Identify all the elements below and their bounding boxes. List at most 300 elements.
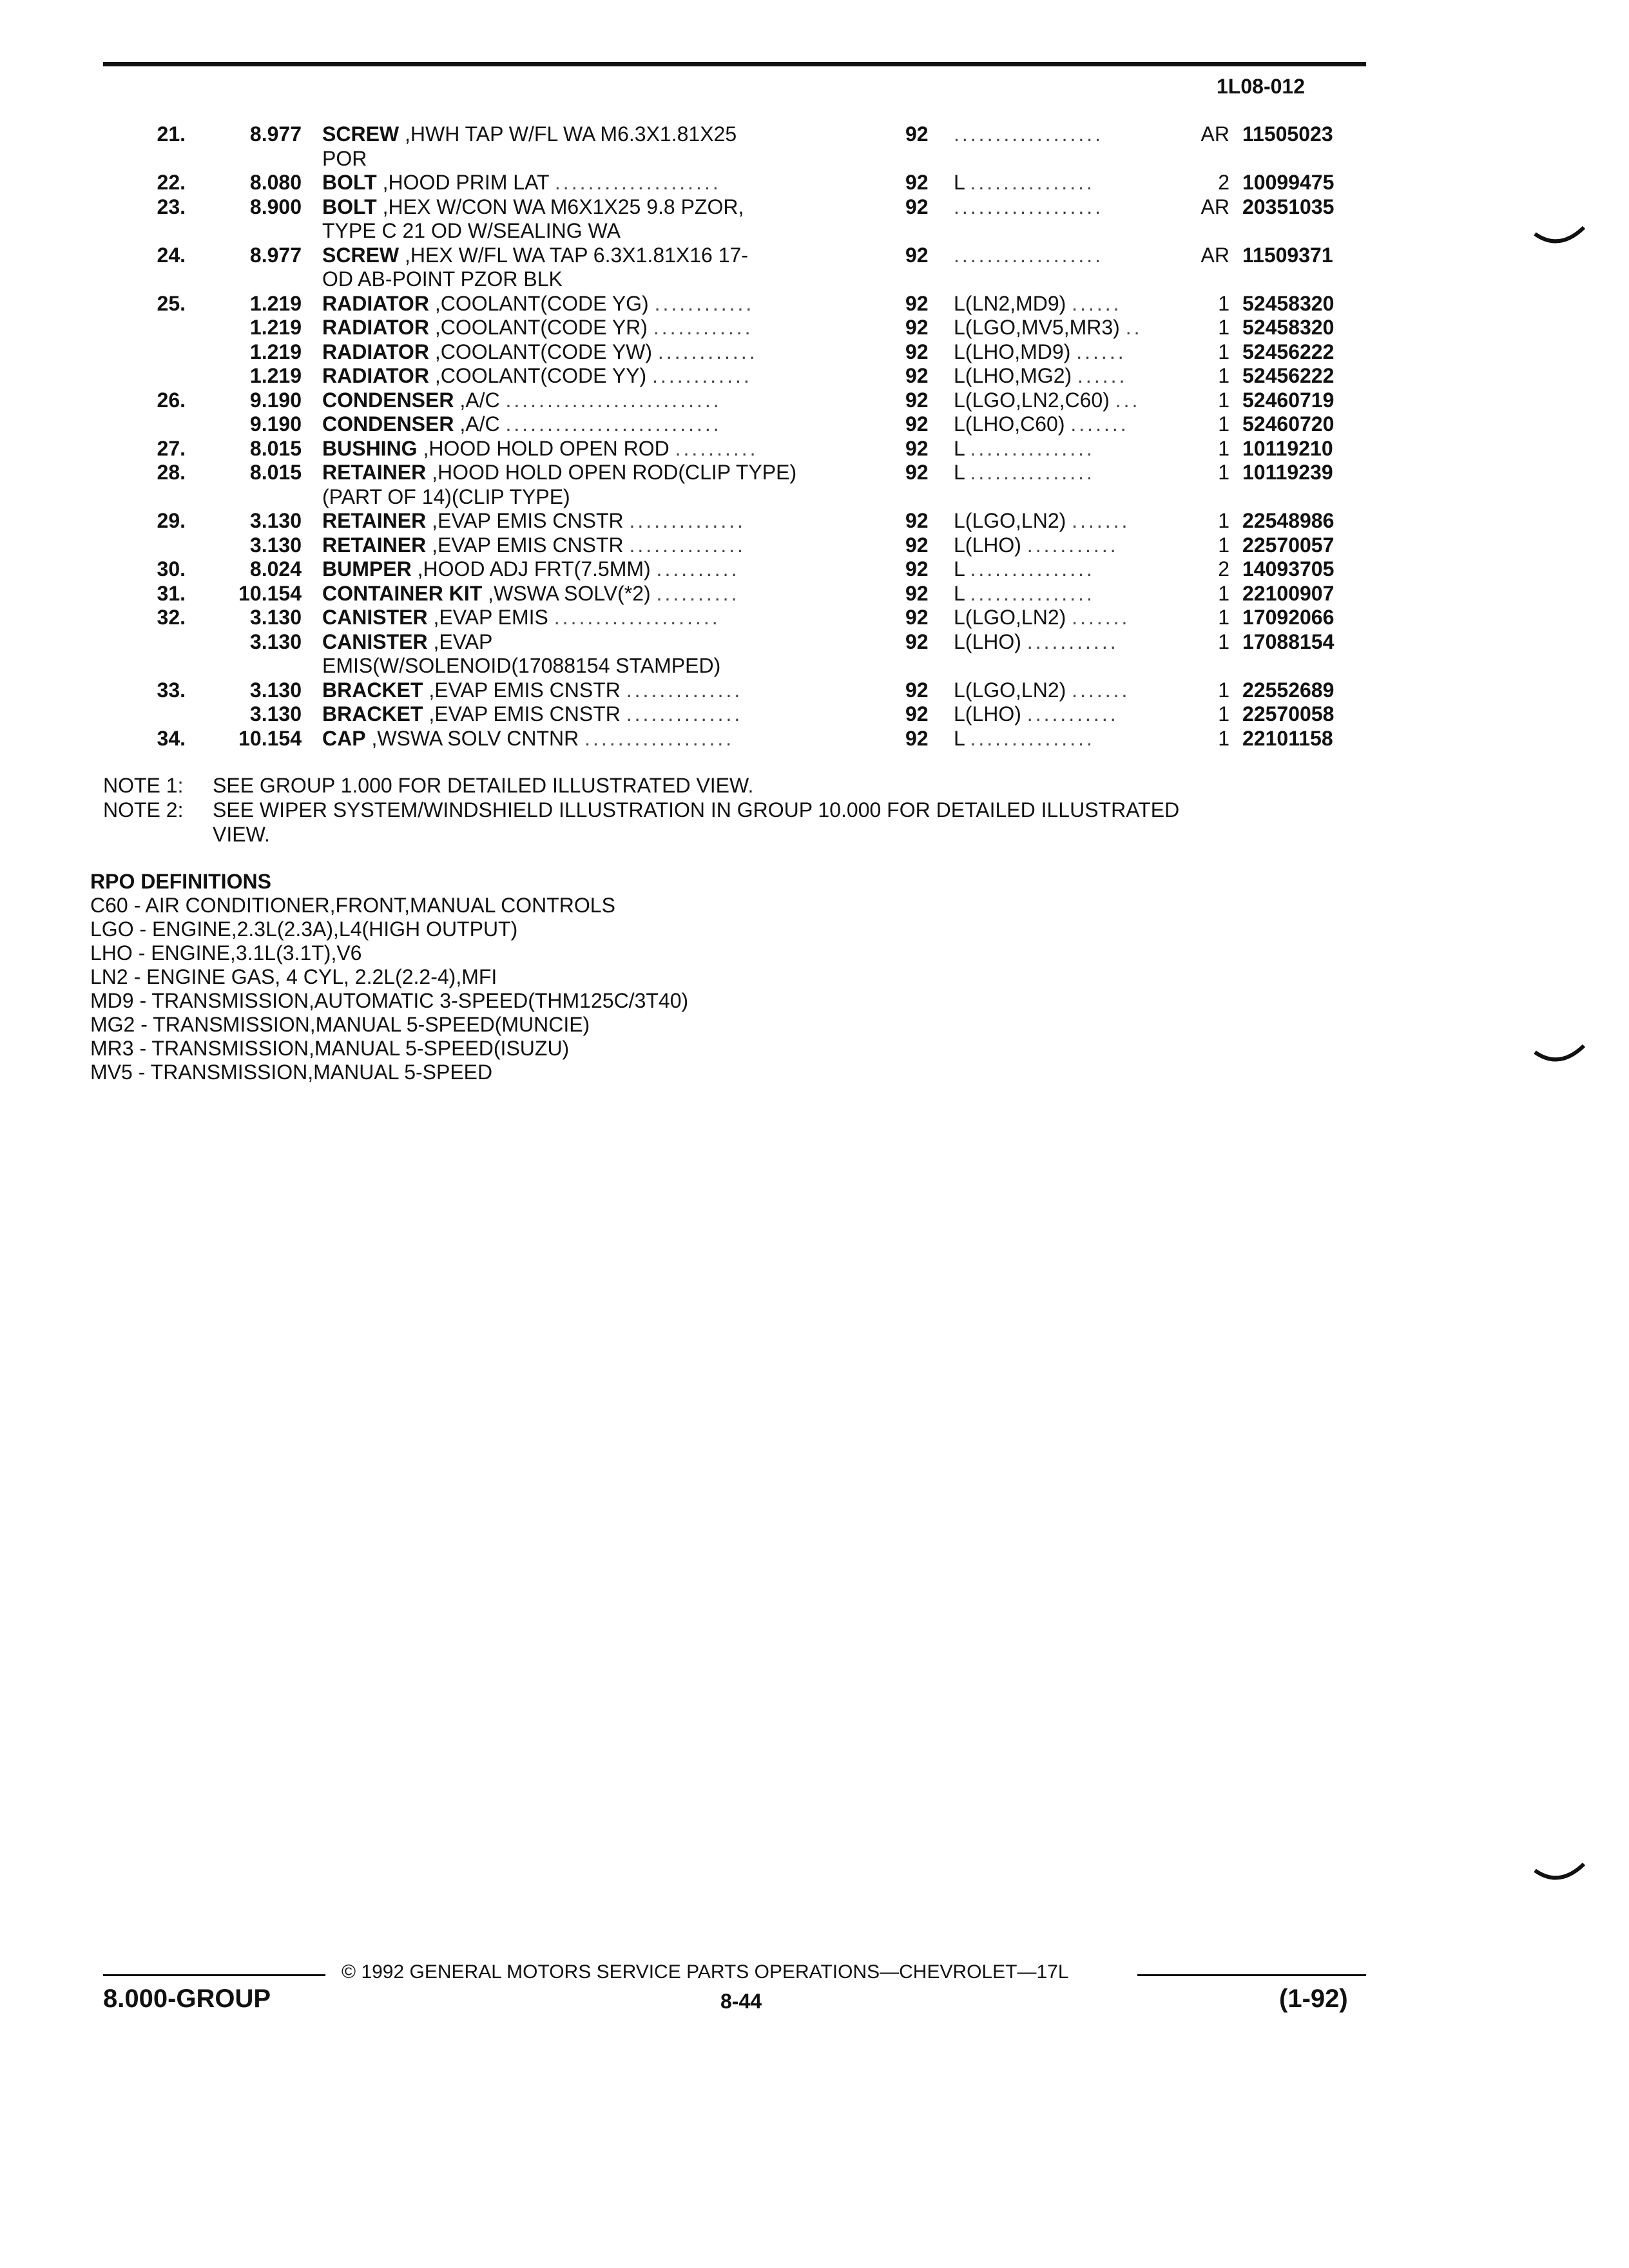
usage-text: L (954, 557, 970, 581)
quantity: 1 (1218, 316, 1229, 339)
usage (954, 461, 1173, 485)
rpo-item: LHO - ENGINE,3.1L(3.1T),V6 (90, 941, 362, 965)
group-number: 1.219 (249, 364, 302, 387)
group-number: 8.015 (249, 461, 302, 484)
part-name: BOLT (322, 195, 377, 218)
part-description (322, 292, 851, 316)
parts-row (0, 678, 1629, 703)
quantity: 2 (1218, 171, 1229, 194)
usage-leader-dots: ........... (1027, 533, 1119, 557)
parts-row (0, 461, 1629, 485)
model-year: 92 (905, 726, 929, 750)
part-desc-text: ,WSWA SOLV CNTNR (365, 726, 585, 750)
usage-text: L(LGO,LN2) (954, 509, 1072, 532)
item-number: 21. (157, 122, 186, 146)
item-number: 27. (157, 436, 186, 460)
usage-text: L(LGO,LN2,C60) (954, 388, 1115, 412)
quantity: AR (1200, 243, 1229, 267)
quantity: 1 (1218, 702, 1229, 726)
part-description (322, 606, 851, 630)
part-name: BRACKET (322, 702, 423, 726)
part-number: 10119210 (1242, 436, 1333, 460)
parts-row (0, 389, 1629, 413)
part-description (322, 557, 851, 582)
part-desc-text: EMIS(W/SOLENOID(17088154 STAMPED) (322, 654, 721, 677)
part-desc-text: ,WSWA SOLV(*2) (482, 581, 657, 605)
leader-dots: ............ (652, 364, 752, 387)
usage (954, 630, 1173, 655)
parts-row (0, 122, 1629, 147)
parts-row (0, 267, 1629, 292)
usage-leader-dots: ....... (1070, 412, 1129, 436)
usage-leader-dots: .................. (954, 243, 1104, 267)
part-number: 11509371 (1242, 243, 1333, 267)
part-name: BOLT (322, 171, 377, 194)
leader-dots: ............ (654, 291, 755, 315)
rpo-title: RPO DEFINITIONS (90, 870, 271, 893)
model-year: 92 (905, 195, 929, 218)
quantity: 1 (1218, 509, 1229, 532)
usage-leader-dots: ...... (1076, 340, 1126, 363)
usage-leader-dots: .................. (954, 195, 1104, 218)
usage-text: L(LHO) (954, 702, 1027, 726)
usage-text: L (954, 726, 970, 750)
punch-mark (1534, 1041, 1585, 1066)
part-name: BUSHING (322, 436, 418, 460)
part-description (322, 654, 851, 678)
leader-dots: .......... (656, 581, 740, 605)
usage (954, 244, 1173, 268)
usage-text: L (954, 171, 970, 194)
part-number: 10119239 (1242, 461, 1333, 484)
part-desc-text: ,COOLANT(CODE YY) (429, 364, 653, 387)
part-name: RETAINER (322, 533, 427, 557)
footer-rule-left (103, 1974, 325, 1976)
usage-text: L (954, 461, 970, 484)
page-id: 1L08-012 (1217, 75, 1305, 98)
usage-leader-dots: ....... (1072, 509, 1130, 532)
parts-row (0, 195, 1629, 220)
part-description (322, 171, 851, 195)
part-name: RADIATOR (322, 316, 429, 339)
usage-text: L (954, 581, 970, 605)
part-desc-text: ,HOOD PRIM LAT (376, 171, 555, 194)
leader-dots: .................. (584, 726, 735, 750)
group-number: 3.130 (249, 606, 302, 629)
part-description (322, 316, 851, 340)
model-year: 92 (905, 122, 929, 146)
parts-row (0, 582, 1629, 606)
usage (954, 582, 1173, 606)
group-number: 8.977 (249, 122, 302, 146)
part-number: 52460719 (1242, 388, 1335, 412)
model-year: 92 (905, 678, 929, 702)
leader-dots: .......................... (505, 388, 722, 412)
group-number: 3.130 (249, 533, 302, 557)
part-desc-text: ,A/C (454, 388, 506, 412)
parts-row (0, 557, 1629, 582)
usage-leader-dots: ............... (970, 436, 1095, 460)
part-desc-text: (PART OF 14)(CLIP TYPE) (322, 485, 570, 508)
item-number: 30. (157, 557, 186, 581)
usage (954, 533, 1173, 558)
quantity: 2 (1218, 557, 1229, 581)
part-description (322, 437, 851, 461)
leader-dots: .............. (626, 702, 743, 726)
part-description (322, 509, 851, 533)
part-number: 20351035 (1242, 195, 1335, 218)
top-rule (103, 62, 1366, 66)
parts-row (0, 606, 1629, 630)
usage-leader-dots: ....... (1072, 606, 1130, 629)
usage-text: L(LGO,LN2) (954, 678, 1072, 702)
usage (954, 727, 1173, 751)
part-desc-text: ,HOOD ADJ FRT(7.5MM) (411, 557, 657, 581)
group-number: 8.024 (249, 557, 302, 581)
parts-row (0, 533, 1629, 558)
rpo-item: C60 - AIR CONDITIONER,FRONT,MANUAL CONTROLS (90, 894, 615, 917)
part-number: 10099475 (1242, 171, 1335, 194)
footer-copyright: © 1992 GENERAL MOTORS SERVICE PARTS OPERATIONS—CHEVROLET—17L (342, 1961, 1069, 1983)
usage (954, 122, 1173, 147)
part-description (322, 485, 851, 510)
part-name: CANISTER (322, 606, 428, 629)
usage-leader-dots: ... (1115, 388, 1141, 412)
group-number: 8.900 (249, 195, 302, 218)
quantity: 1 (1218, 388, 1229, 412)
quantity: 1 (1218, 678, 1229, 702)
quantity: 1 (1218, 412, 1229, 436)
part-desc-text: ,A/C (454, 412, 506, 436)
part-desc-text: ,COOLANT(CODE YG) (429, 291, 655, 315)
part-name: BUMPER (322, 557, 412, 581)
usage (954, 316, 1173, 340)
part-number: 17088154 (1242, 629, 1335, 653)
quantity: 1 (1218, 606, 1229, 629)
item-number: 23. (157, 195, 186, 218)
group-number: 10.154 (238, 581, 302, 605)
part-desc-text: ,COOLANT(CODE YW) (429, 340, 658, 363)
part-desc-text: ,EVAP EMIS CNSTR (426, 509, 630, 532)
part-description (322, 461, 851, 485)
quantity: 1 (1218, 629, 1229, 653)
part-number: 52456222 (1242, 364, 1335, 387)
parts-row (0, 340, 1629, 365)
group-number: 8.080 (249, 171, 302, 194)
part-number: 17092066 (1242, 606, 1335, 629)
part-desc-text: ,HWH TAP W/FL WA M6.3X1.81X25 (399, 122, 737, 146)
usage-leader-dots: .. (1125, 316, 1142, 339)
usage (954, 437, 1173, 461)
note-2-cont-text: VIEW. (213, 823, 270, 846)
part-name: CONDENSER (322, 388, 454, 412)
part-desc-text: ,HOOD HOLD OPEN ROD (417, 436, 675, 460)
rpo-item: MD9 - TRANSMISSION,AUTOMATIC 3-SPEED(THM125C/3T40) (90, 989, 689, 1012)
footer-group: 8.000-GROUP (103, 1984, 271, 2013)
usage (954, 340, 1173, 365)
leader-dots: ............ (657, 340, 758, 363)
note-2-text: SEE WIPER SYSTEM/WINDSHIELD ILLUSTRATION IN GROUP 10.000 FOR DETAILED ILLUSTRATED (213, 798, 1180, 822)
usage (954, 412, 1173, 437)
part-desc-text: POR (322, 146, 367, 170)
usage-leader-dots: ............... (970, 171, 1095, 194)
group-number: 3.130 (249, 702, 302, 726)
rpo-item: MR3 - TRANSMISSION,MANUAL 5-SPEED(ISUZU) (90, 1037, 570, 1060)
quantity: AR (1200, 122, 1229, 146)
leader-dots: .............. (626, 678, 743, 702)
part-name: RETAINER (322, 461, 427, 484)
group-number: 9.190 (249, 412, 302, 436)
group-number: 8.015 (249, 436, 302, 460)
model-year: 92 (905, 461, 929, 484)
group-number: 9.190 (249, 388, 302, 412)
part-number: 22101158 (1242, 726, 1333, 750)
usage-text: L(LHO) (954, 533, 1027, 557)
item-number: 28. (157, 461, 186, 484)
usage (954, 509, 1173, 533)
quantity: 1 (1218, 726, 1229, 750)
model-year: 92 (905, 533, 929, 557)
model-year: 92 (905, 243, 929, 267)
group-number: 3.130 (249, 509, 302, 532)
quantity: 1 (1218, 364, 1229, 387)
parts-list (0, 122, 1629, 751)
usage-text: L(LHO,MG2) (954, 364, 1078, 387)
model-year: 92 (905, 581, 929, 605)
note-1-label: NOTE 1: (103, 774, 184, 797)
parts-row (0, 147, 1629, 171)
part-desc-text: ,HOOD HOLD OPEN ROD(CLIP TYPE) (426, 461, 797, 484)
parts-row (0, 316, 1629, 340)
model-year: 92 (905, 291, 929, 315)
part-description (322, 340, 851, 365)
group-number: 1.219 (249, 291, 302, 315)
leader-dots: .............. (629, 509, 746, 532)
model-year: 92 (905, 364, 929, 387)
item-number: 34. (157, 726, 186, 750)
part-description (322, 630, 851, 655)
usage (954, 606, 1173, 630)
usage (954, 171, 1173, 195)
part-name: CONTAINER KIT (322, 581, 483, 605)
model-year: 92 (905, 388, 929, 412)
quantity: 1 (1218, 581, 1229, 605)
model-year: 92 (905, 340, 929, 363)
part-desc-text: ,EVAP (427, 629, 493, 653)
parts-row (0, 364, 1629, 389)
model-year: 92 (905, 436, 929, 460)
usage (954, 557, 1173, 582)
usage-text: L(LHO,C60) (954, 412, 1071, 436)
usage-text: L(LHO) (954, 629, 1027, 653)
quantity: 1 (1218, 340, 1229, 363)
part-description (322, 727, 851, 751)
rpo-item: LN2 - ENGINE GAS, 4 CYL, 2.2L(2.2-4),MFI (90, 965, 497, 988)
usage-leader-dots: ............... (970, 557, 1095, 581)
note-2-label: NOTE 2: (103, 798, 184, 822)
part-number: 52458320 (1242, 291, 1335, 315)
model-year: 92 (905, 629, 929, 653)
quantity: AR (1200, 195, 1229, 218)
part-number: 22570057 (1242, 533, 1335, 557)
punch-mark (1534, 1859, 1585, 1885)
leader-dots: ............ (653, 316, 753, 339)
usage (954, 678, 1173, 703)
part-number: 22552689 (1242, 678, 1335, 702)
part-desc-text: ,HEX W/CON WA M6X1X25 9.8 PZOR, (376, 195, 744, 218)
item-number: 33. (157, 678, 186, 702)
group-number: 10.154 (238, 726, 302, 750)
parts-row (0, 727, 1629, 751)
item-number: 22. (157, 171, 186, 194)
part-name: RADIATOR (322, 291, 429, 315)
parts-row (0, 702, 1629, 727)
group-number: 1.219 (249, 316, 302, 339)
part-description (322, 267, 851, 292)
part-desc-text: OD AB-POINT PZOR BLK (322, 267, 563, 291)
part-description (322, 219, 851, 244)
item-number: 31. (157, 581, 186, 605)
quantity: 1 (1218, 533, 1229, 557)
part-description (322, 195, 851, 220)
part-number: 52460720 (1242, 412, 1335, 436)
quantity: 1 (1218, 436, 1229, 460)
part-desc-text: ,HEX W/FL WA TAP 6.3X1.81X16 17- (399, 243, 748, 267)
usage-leader-dots: ............... (970, 581, 1095, 605)
part-number: 52456222 (1242, 340, 1335, 363)
footer-date: (1-92) (1279, 1984, 1348, 2013)
part-desc-text: TYPE C 21 OD W/SEALING WA (322, 219, 621, 242)
part-description (322, 702, 851, 727)
part-description (322, 122, 851, 147)
usage-leader-dots: ............... (970, 726, 1095, 750)
model-year: 92 (905, 702, 929, 726)
usage (954, 292, 1173, 316)
model-year: 92 (905, 171, 929, 194)
usage-text: L(LN2,MD9) (954, 291, 1072, 315)
parts-row (0, 219, 1629, 244)
part-name: CAP (322, 726, 366, 750)
footer-rule-right (1137, 1974, 1366, 1976)
usage-text: L(LGO,LN2) (954, 606, 1072, 629)
item-number: 26. (157, 388, 186, 412)
model-year: 92 (905, 412, 929, 436)
parts-row (0, 437, 1629, 461)
usage-leader-dots: ........... (1027, 702, 1119, 726)
rpo-definitions (90, 870, 688, 1084)
part-number: 22570058 (1242, 702, 1335, 726)
leader-dots: .............. (629, 533, 746, 557)
part-number: 22100907 (1242, 581, 1335, 605)
leader-dots: .................... (554, 606, 720, 629)
group-number: 3.130 (249, 629, 302, 653)
part-description (322, 582, 851, 606)
part-number: 22548986 (1242, 509, 1335, 532)
note-1-text: SEE GROUP 1.000 FOR DETAILED ILLUSTRATED VIEW. (213, 774, 754, 797)
parts-row (0, 630, 1629, 655)
part-desc-text: ,EVAP EMIS CNSTR (426, 533, 630, 557)
rpo-item: MG2 - TRANSMISSION,MANUAL 5-SPEED(MUNCIE) (90, 1013, 590, 1036)
part-name: RADIATOR (322, 340, 429, 363)
item-number: 29. (157, 509, 186, 532)
usage-text: L (954, 436, 970, 460)
item-number: 24. (157, 243, 186, 267)
usage (954, 195, 1173, 220)
group-number: 1.219 (249, 340, 302, 363)
item-number: 25. (157, 291, 186, 315)
leader-dots: .......... (675, 436, 758, 460)
parts-row (0, 654, 1629, 678)
usage-leader-dots: ....... (1072, 678, 1130, 702)
item-number: 32. (157, 606, 186, 629)
parts-row (0, 171, 1629, 195)
part-description (322, 364, 851, 389)
part-name: CANISTER (322, 629, 428, 653)
model-year: 92 (905, 557, 929, 581)
group-number: 8.977 (249, 243, 302, 267)
part-description (322, 678, 851, 703)
footer-page-number: 8-44 (720, 1990, 762, 2013)
model-year: 92 (905, 316, 929, 339)
part-name: RADIATOR (322, 364, 429, 387)
parts-row (0, 485, 1629, 510)
parts-row (0, 412, 1629, 437)
part-number: 14093705 (1242, 557, 1335, 581)
usage (954, 702, 1173, 727)
quantity: 1 (1218, 291, 1229, 315)
usage-text: L(LGO,MV5,MR3) (954, 316, 1126, 339)
usage-leader-dots: ........... (1027, 629, 1119, 653)
model-year: 92 (905, 606, 929, 629)
parts-row (0, 509, 1629, 533)
usage (954, 364, 1173, 389)
leader-dots: .................... (554, 171, 721, 194)
leader-dots: .......................... (505, 412, 722, 436)
group-number: 3.130 (249, 678, 302, 702)
quantity: 1 (1218, 461, 1229, 484)
parts-row (0, 244, 1629, 268)
model-year: 92 (905, 509, 929, 532)
leader-dots: .......... (656, 557, 740, 581)
usage-leader-dots: ...... (1077, 364, 1128, 387)
usage-leader-dots: ...... (1072, 291, 1122, 315)
usage-text: L(LHO,MD9) (954, 340, 1077, 363)
usage (954, 389, 1173, 413)
part-description (322, 412, 851, 437)
part-name: RETAINER (322, 509, 427, 532)
usage-leader-dots: .................. (954, 122, 1104, 146)
part-number: 52458320 (1242, 316, 1335, 339)
part-name: CONDENSER (322, 412, 454, 436)
part-description (322, 244, 851, 268)
part-number: 11505023 (1242, 122, 1333, 146)
part-description (322, 147, 851, 171)
part-name: SCREW (322, 243, 400, 267)
part-desc-text: ,COOLANT(CODE YR) (429, 316, 653, 339)
usage-leader-dots: ............... (970, 461, 1095, 484)
rpo-item: MV5 - TRANSMISSION,MANUAL 5-SPEED (90, 1061, 493, 1084)
punch-mark (1534, 222, 1585, 248)
part-desc-text: ,EVAP EMIS (427, 606, 554, 629)
part-desc-text: ,EVAP EMIS CNSTR (423, 702, 626, 726)
part-description (322, 389, 851, 413)
parts-row (0, 292, 1629, 316)
part-desc-text: ,EVAP EMIS CNSTR (423, 678, 626, 702)
part-name: BRACKET (322, 678, 423, 702)
rpo-item: LGO - ENGINE,2.3L(2.3A),L4(HIGH OUTPUT) (90, 918, 518, 941)
part-description (322, 533, 851, 558)
part-name: SCREW (322, 122, 400, 146)
